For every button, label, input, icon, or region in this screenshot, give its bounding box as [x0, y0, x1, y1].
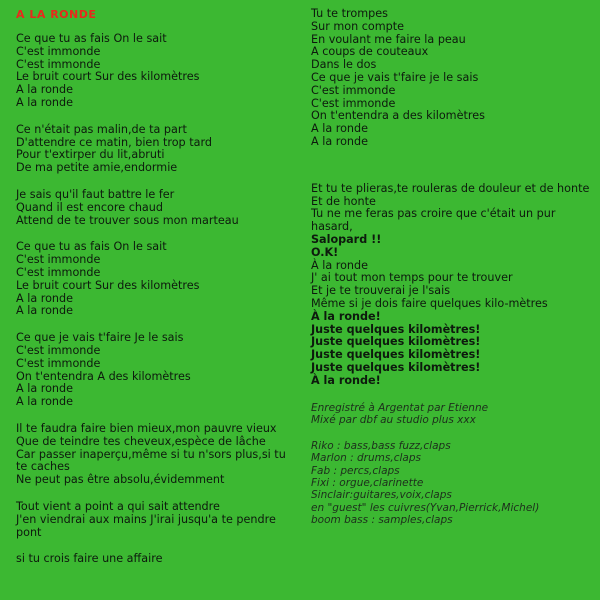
lyric-line: C'est immonde [311, 96, 396, 110]
lyric-line: Salopard !! [311, 232, 382, 246]
lyric-line: A la ronde [16, 291, 74, 305]
lyric-line: C'est immonde [16, 356, 101, 370]
stanza [16, 241, 286, 318]
spacer [311, 163, 591, 183]
stanza [311, 183, 591, 388]
lyric-line: A la ronde [311, 134, 369, 148]
lyric-line: D'attendre ce matin, bien trop tard [16, 135, 212, 149]
lyric-line: Attend de te trouver sous mon marteau [16, 213, 239, 227]
credit-line: Riko : bass,bass fuzz,claps [311, 440, 451, 453]
lyric-line: Ne peut pas être absolu,évidemment [16, 473, 225, 487]
lyric-line: Juste quelques kilomètres! [311, 348, 481, 362]
lyric-line: Juste quelques kilomètres! [311, 335, 481, 349]
lyric-line: Je sais qu'il faut battre le fer [16, 187, 175, 201]
lyric-line: O.K! [311, 245, 339, 259]
lyric-line: Ce que je vais t'faire je le sais [311, 70, 479, 84]
lyric-line: Tu ne me feras pas croire que c'était un pur hasard, [311, 207, 556, 234]
lyric-line: Et de honte [311, 194, 376, 208]
personnel-credits [311, 440, 591, 526]
lyric-line: Que de teindre tes cheveux,espèce de lâche [16, 434, 266, 448]
song-title: A LA RONDE [16, 8, 97, 21]
lyric-line: Ce que je vais t'faire Je le sais [16, 331, 184, 345]
lyric-line: A coups de couteaux [311, 45, 429, 59]
lyric-line: On t'entendra A des kilomètres [16, 369, 191, 383]
credit-line: Enregistré à Argentat par Etienne [311, 401, 489, 414]
stanza [16, 423, 286, 487]
lyric-line: Pour t'extirper du lit,abruti [16, 148, 165, 162]
lyric-line: Et je te trouverai je l'sais [311, 284, 451, 298]
lyric-line: Juste quelques kilomètres! [311, 360, 481, 374]
lyric-line: C'est immonde [16, 253, 101, 267]
stanza [16, 553, 286, 566]
lyric-line: A la ronde [16, 95, 74, 109]
lyric-line: Ce n'était pas malin,de ta part [16, 122, 187, 136]
lyric-line: A la ronde [311, 122, 369, 136]
lyric-line: Le bruit court Sur des kilomètres [16, 278, 200, 292]
lyric-line: A la ronde [16, 304, 74, 318]
lyric-line: C'est immonde [311, 83, 396, 97]
recording-credits [311, 402, 591, 427]
lyric-line: À la ronde! [311, 309, 381, 323]
lyric-line: Tout vient a point a qui sait attendre [16, 499, 220, 513]
stanza [16, 332, 286, 409]
credit-line: Mixé par dbf au studio plus xxx [311, 413, 476, 426]
credit-line: Marlon : drums,claps [311, 452, 421, 465]
credit-line: Sinclair:guitares,voix,claps [311, 489, 452, 502]
lyric-line: On t'entendra a des kilomètres [311, 109, 485, 123]
credit-line: en "guest" les cuivres(Yvan,Pierrick,Michel) [311, 501, 540, 514]
credit-line: Fixi : orgue,clarinette [311, 477, 424, 489]
lyric-line: Sur mon compte [311, 19, 405, 33]
lyric-line: Dans le dos [311, 58, 377, 72]
lyric-line: Car passer inaperçu,même si tu n'sors plus,si tu te caches [16, 447, 286, 474]
stanza [16, 124, 286, 175]
lyric-line: Il te faudra faire bien mieux,mon pauvre vieux [16, 421, 277, 435]
credit-line: Fab : percs,claps [311, 464, 400, 477]
stanza [16, 501, 286, 539]
credit-line: boom bass : samples,claps [311, 513, 453, 526]
lyric-line: En voulant me faire la peau [311, 32, 466, 46]
stanza [16, 33, 286, 110]
lyric-line: Tu te trompes [311, 7, 388, 20]
lyric-line: Ce que tu as fais On le sait [16, 32, 167, 45]
lyric-line: A la ronde [16, 395, 74, 409]
lyric-line: A la ronde [16, 382, 74, 396]
lyric-line: Juste quelques kilomètres! [311, 322, 481, 336]
lyric-line: De ma petite amie,endormie [16, 161, 178, 175]
lyric-line: À la ronde! [311, 373, 381, 387]
lyric-line: C'est immonde [16, 57, 101, 71]
lyric-line: Le bruit court Sur des kilomètres [16, 70, 200, 84]
lyric-line: si tu crois faire une affaire [16, 552, 163, 566]
stanza [311, 8, 591, 149]
left-column [16, 8, 286, 580]
lyric-line: C'est immonde [16, 343, 101, 357]
lyric-line: Quand il est encore chaud [16, 200, 163, 214]
lyric-line: Même si je dois faire quelques kilo-mètres [311, 296, 548, 310]
lyric-line: À la ronde [311, 258, 369, 272]
lyric-line: C'est immonde [16, 44, 101, 58]
lyric-line: A la ronde [16, 83, 74, 97]
lyric-line: C'est immonde [16, 265, 101, 279]
stanza [16, 189, 286, 227]
lyric-line: J'en viendrai aux mains J'irai jusqu'a te pendre pont [16, 512, 276, 539]
lyric-line: Et tu te plieras,te rouleras de douleur et de honte [311, 181, 590, 195]
lyric-line: J' ai tout mon temps pour te trouver [311, 271, 513, 285]
right-column [311, 8, 591, 540]
lyric-line: Ce que tu as fais On le sait [16, 240, 167, 254]
